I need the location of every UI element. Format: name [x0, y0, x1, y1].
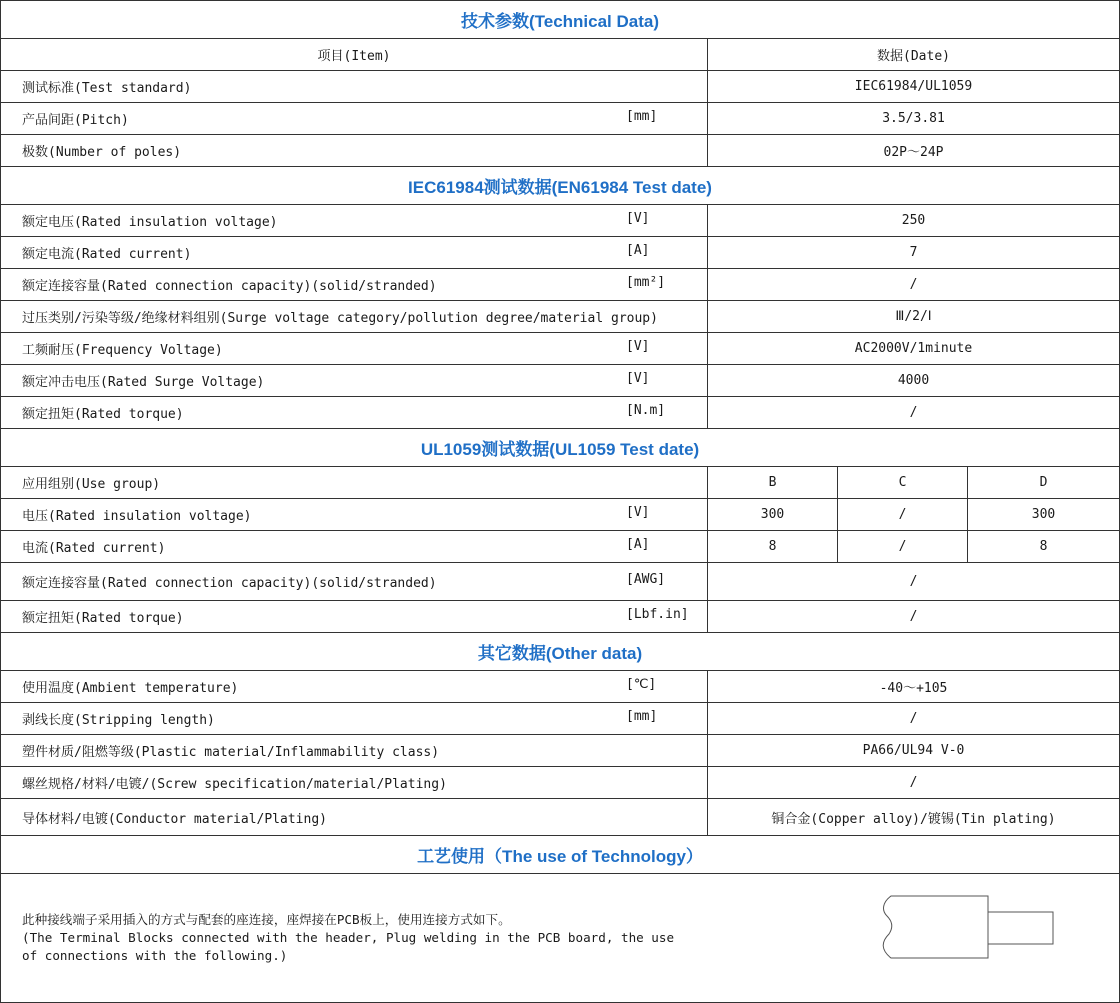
value-c: /	[838, 531, 968, 563]
connector-diagram	[881, 894, 1061, 962]
row-label: 螺丝规格/材料/电镀/(Screw specification/material/Plating)	[22, 777, 447, 792]
table-row	[1, 499, 1120, 531]
header-item: 项目(Item)	[1, 39, 708, 71]
table-row	[1, 671, 1120, 703]
row-value: 4000	[708, 365, 1120, 397]
row-label: 剥线长度(Stripping length)	[22, 713, 215, 728]
table-row	[1, 135, 1120, 167]
row-label: 额定电压(Rated insulation voltage)	[22, 215, 278, 230]
row-unit: [V]	[626, 211, 650, 226]
row-unit: [℃]	[626, 677, 657, 692]
row-unit: [A]	[626, 537, 650, 552]
row-value: -40～+105	[708, 671, 1120, 703]
table-row	[1, 601, 1120, 633]
table-row	[1, 531, 1120, 563]
row-label: 电流(Rated current)	[22, 541, 166, 556]
row-label: 额定连接容量(Rated connection capacity)(solid/stranded)	[22, 279, 437, 294]
row-label: 过压类别/污染等级/绝缘材料组别(Surge voltage category/pollution degree/material group)	[22, 311, 658, 326]
row-label: 极数(Number of poles)	[22, 145, 182, 160]
section-technical-data: 技术参数(Technical Data)	[1, 1, 1120, 39]
row-value: /	[708, 563, 1120, 601]
table-row	[1, 205, 1120, 237]
row-label: 塑件材质/阻燃等级(Plastic material/Inflammability class)	[22, 745, 440, 760]
row-label: 电压(Rated insulation voltage)	[22, 509, 252, 524]
header-data: 数据(Date)	[708, 39, 1120, 71]
note-line-1: 此种接线端子采用插入的方式与配套的座连接，座焊接在PCB板上，使用连接方式如下。	[22, 912, 511, 927]
group-b: B	[708, 467, 838, 499]
value-b: 300	[708, 499, 838, 531]
usage-note-row	[1, 874, 1120, 1003]
row-value: /	[708, 601, 1120, 633]
value-d: 8	[968, 531, 1120, 563]
row-value: /	[708, 269, 1120, 301]
table-row	[1, 365, 1120, 397]
row-unit: [mm²]	[626, 275, 666, 290]
table-row	[1, 397, 1120, 429]
table-row	[1, 563, 1120, 601]
section-use-of-technology: 工艺使用（The use of Technology）	[1, 836, 1120, 874]
row-unit: [V]	[626, 505, 650, 520]
row-unit: [N.m]	[626, 403, 666, 418]
row-unit: [V]	[626, 371, 650, 386]
row-value: /	[708, 703, 1120, 735]
table-row	[1, 799, 1120, 836]
row-value: Ⅲ/2/Ⅰ	[708, 301, 1120, 333]
row-unit: [Lbf.in]	[626, 607, 689, 622]
row-value: 250	[708, 205, 1120, 237]
table-row	[1, 103, 1120, 135]
row-unit: [mm]	[626, 109, 658, 124]
table-row	[1, 301, 1120, 333]
group-c: C	[838, 467, 968, 499]
row-label: 额定冲击电压(Rated Surge Voltage)	[22, 375, 265, 390]
row-value: 3.5/3.81	[708, 103, 1120, 135]
connector-plug-shape	[883, 896, 988, 958]
row-label: 额定扭矩(Rated torque)	[22, 407, 184, 422]
row-value: PA66/UL94 V-0	[708, 735, 1120, 767]
row-label: 额定连接容量(Rated connection capacity)(solid/stranded)	[22, 576, 437, 591]
connector-header-shape	[988, 912, 1053, 944]
section-ul-test-data: UL1059测试数据(UL1059 Test date)	[1, 429, 1120, 467]
usage-note	[1, 874, 1120, 1003]
table-row	[1, 71, 1120, 103]
row-unit: [A]	[626, 243, 650, 258]
row-label: 测试标准(Test standard)	[22, 81, 192, 96]
row-label: 工频耐压(Frequency Voltage)	[22, 343, 223, 358]
row-value: 02P～24P	[708, 135, 1120, 167]
row-label: 使用温度(Ambient temperature)	[22, 681, 239, 696]
row-value: IEC61984/UL1059	[708, 71, 1120, 103]
row-label: 额定扭矩(Rated torque)	[22, 611, 184, 626]
row-label: 导体材料/电镀(Conductor material/Plating)	[22, 811, 327, 827]
row-label: 应用组别(Use group)	[1, 467, 708, 499]
row-unit: [mm]	[626, 709, 658, 724]
value-d: 300	[968, 499, 1120, 531]
row-value: 铜合金(Copper alloy)/镀锡(Tin plating)	[708, 799, 1120, 836]
row-value: 7	[708, 237, 1120, 269]
row-value: AC2000V/1minute	[708, 333, 1120, 365]
section-iec-test-data: IEC61984测试数据(EN61984 Test date)	[1, 167, 1120, 205]
table-row	[1, 333, 1120, 365]
value-b: 8	[708, 531, 838, 563]
table-row	[1, 767, 1120, 799]
row-label: 额定电流(Rated current)	[22, 247, 192, 262]
value-c: /	[838, 499, 968, 531]
table-row	[1, 269, 1120, 301]
note-line-3: of connections with the following.)	[22, 948, 288, 963]
table-row	[1, 237, 1120, 269]
note-line-2: (The Terminal Blocks connected with the header, Plug welding in the PCB board, the use	[22, 930, 675, 945]
table-row	[1, 735, 1120, 767]
group-d: D	[968, 467, 1120, 499]
row-unit: [V]	[626, 339, 650, 354]
row-label: 产品间距(Pitch)	[22, 113, 129, 128]
row-value: /	[708, 767, 1120, 799]
table-row	[1, 467, 1120, 499]
row-value: /	[708, 397, 1120, 429]
section-other-data: 其它数据(Other data)	[1, 633, 1120, 671]
table-row	[1, 703, 1120, 735]
row-unit: [AWG]	[626, 572, 666, 587]
